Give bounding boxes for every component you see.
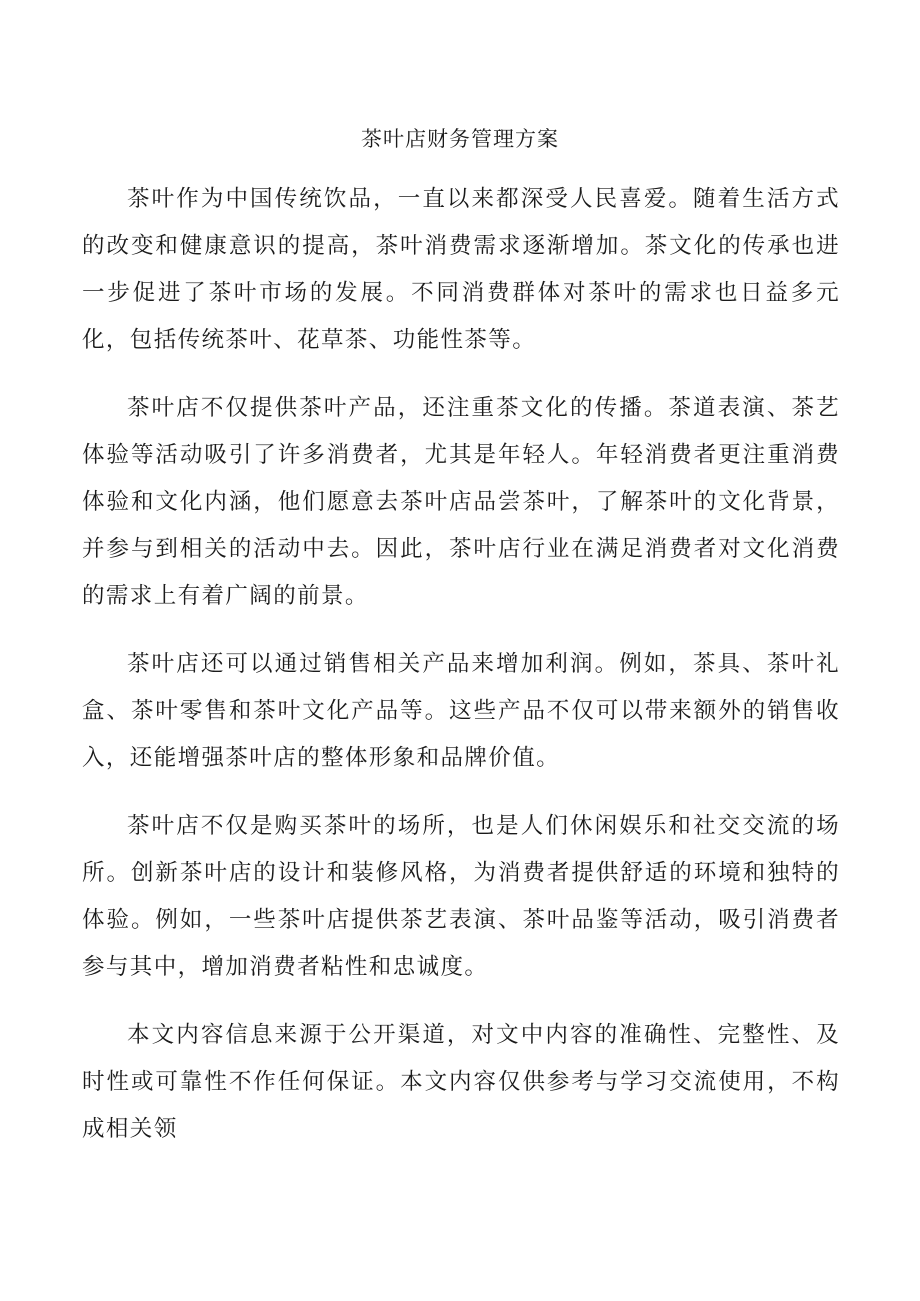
paragraph-related-products: 茶叶店还可以通过销售相关产品来增加利润。例如，茶具、茶叶礼盒、茶叶零售和茶叶文化产品等。这些产品不仅可以带来额外的销售收入，还能增强茶叶店的整体形象和品牌价值。 xyxy=(82,651,840,771)
paragraph-disclaimer: 本文内容信息来源于公开渠道，对文中内容的准确性、完整性、及时性或可靠性不作任何保证。本文内容仅供参考与学习交流使用，不构成相关领 xyxy=(82,1022,840,1142)
paragraph-store-experience: 茶叶店不仅是购买茶叶的场所，也是人们休闲娱乐和社交交流的场所。创新茶叶店的设计和装修风格，为消费者提供舒适的环境和独特的体验。例如，一些茶叶店提供茶艺表演、茶叶品鉴等活动，吸引消费者参与其中，增加消费者粘性和忠诚度。 xyxy=(82,813,840,980)
document-body xyxy=(82,176,840,1174)
document-title: 茶叶店财务管理方案 xyxy=(361,127,559,151)
paragraph-tea-background: 茶叶作为中国传统饮品，一直以来都深受人民喜爱。随着生活方式的改变和健康意识的提高，茶叶消费需求逐渐增加。茶文化的传承也进一步促进了茶叶市场的发展。不同消费群体对茶叶的需求也日益多元化，包括传统茶叶、花草茶、功能性茶等。 xyxy=(82,186,840,353)
paragraph-tea-culture: 茶叶店不仅提供茶叶产品，还注重茶文化的传播。茶道表演、茶艺体验等活动吸引了许多消费者，尤其是年轻人。年轻消费者更注重消费体验和文化内涵，他们愿意去茶叶店品尝茶叶，了解茶叶的文化背景，并参与到相关的活动中去。因此，茶叶店行业在满足消费者对文化消费的需求上有着广阔的前景。 xyxy=(82,395,840,609)
